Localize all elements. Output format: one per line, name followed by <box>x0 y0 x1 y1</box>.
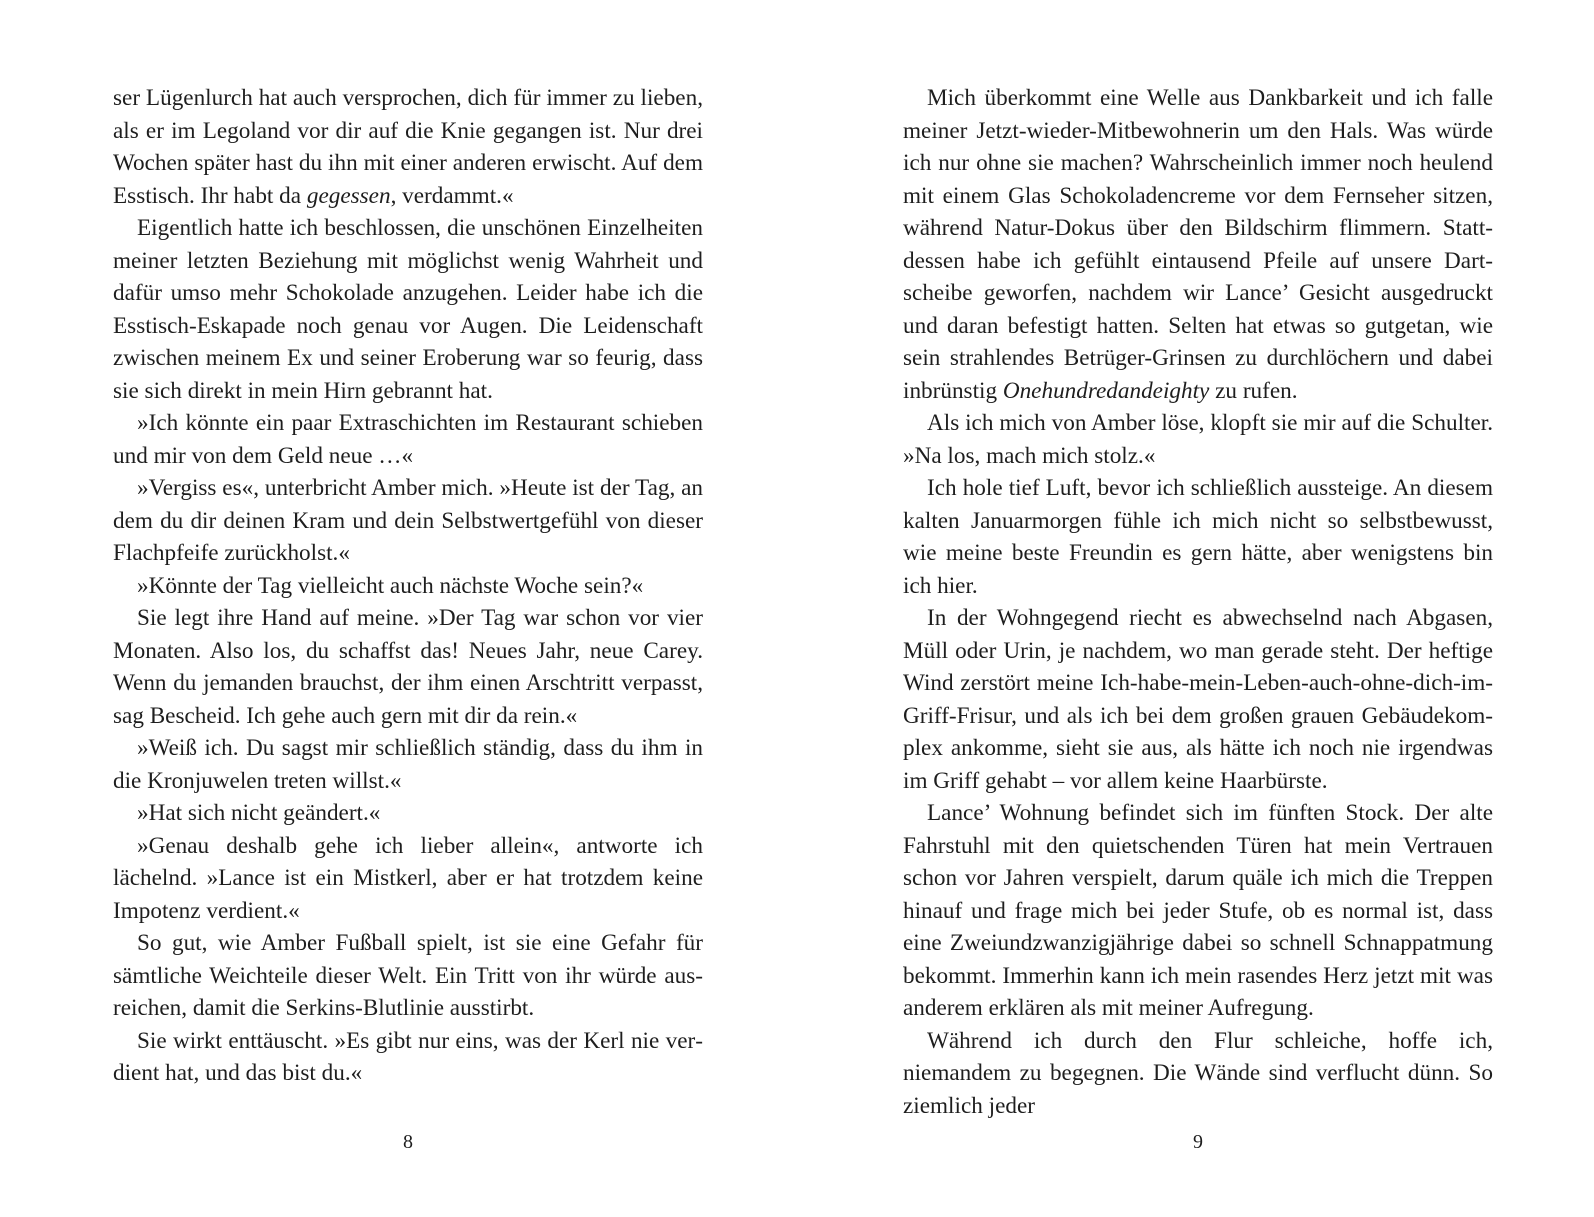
left-paragraph-8: »Hat sich nicht geändert.« <box>137 800 381 826</box>
right-paragraph-4: In der Wohngegend riecht es abwechselnd nach Abgasen, Müll oder Urin, je nachdem, wo man gerade steht. Der heftige Wind zerstört meine Ich-habe-mein-Leben-auch-ohne-dich-im-Griff-Frisur, und als ich bei dem großen grauen Gebäudekomplex ankomme, sieht sie aus, als hätte ich noch nie irgendwas im Griff gehabt – vor allem keine Haarbürste. <box>903 605 1493 794</box>
left-paragraph-1: ser Lügenlurch hat auch versprochen, dich für immer zu lieben, als er im Legoland vor dir auf die Knie gegangen ist. Nur drei Wochen später hast du ihn mit einer anderen erwischt. Auf dem Esstisch. Ihr habt da gegessen, verdammt.« <box>113 85 703 209</box>
left-paragraph-5: »Könnte der Tag vielleicht auch nächste Woche sein?« <box>137 572 644 599</box>
right-paragraph-3: Ich hole tief Luft, bevor ich schließlich aussteige. An diesem kalten Januarmorgen fühle ich mich nicht so selbstbewusst, wie meine beste Freundin es gern hätte, aber wenigstens bin ich hier. <box>903 475 1493 599</box>
right-paragraph-5: Lance’ Wohnung befindet sich im fünften Stock. Der alte Fahrstuhl mit den quietschenden Türen hat mein Vertrauen schon vor Jahren verspielt, darum quäle ich mich die Treppen hinauf und frage mich bei jeder Stufe, ob es normal ist, dass eine Zweiundzwanzigjährige dabei so schnell Schnappatmung bekommt. Immerhin kann ich mein rasendes Herz jetzt mit was anderem erklären als mit meiner Aufregung. <box>903 800 1493 1021</box>
left-paragraph-4: »Vergiss es«, unterbricht Amber mich. »Heute ist der Tag, an dem du dir deinen Kram und dein Selbstwertgefühl von dieser Flachpfeife zurückholst.« <box>113 475 703 566</box>
left-paragraph-7: »Weiß ich. Du sagst mir schließlich ständig, dass du ihm in die Kronjuwelen treten willst.« <box>113 735 703 794</box>
left-paragraph-6: Sie legt ihre Hand auf meine. »Der Tag war schon vor vier Monaten. Also los, du schaffst das! Neues Jahr, neue Carey. Wenn du jemanden brauchst, der ihm einen Arschtritt verpasst, sag Bescheid. Ich gehe auch gern mit dir da rein.« <box>113 605 703 729</box>
right-paragraph-1-emphasis: Onehundredandeighty <box>1002 377 1210 404</box>
page-number-right: 9 <box>1193 1131 1203 1153</box>
left-paragraph-10: So gut, wie Amber Fußball spielt, ist sie eine Gefahr für sämtliche Weichteile dieser Welt. Ein Tritt von ihr würde ausreichen, damit die Serkins-Blutlinie ausstirbt. <box>113 930 703 1021</box>
right-paragraph-2: Als ich mich von Amber löse, klopft sie mir auf die Schulter. »Na los, mach mich stolz.« <box>903 410 1493 469</box>
left-page <box>113 82 703 1086</box>
left-paragraph-11: Sie wirkt enttäuscht. »Es gibt nur eins, was der Kerl nie verdient hat, und das bist du.« <box>113 1027 703 1086</box>
left-paragraph-3: »Ich könnte ein paar Extraschichten im Restaurant schieben und mir von dem Geld neue …« <box>113 410 703 469</box>
left-paragraph-1-emphasis: gegessen <box>306 182 391 209</box>
right-paragraph-1: Mich überkommt eine Welle aus Dankbarkeit und ich falle meiner Jetzt-wieder-Mitbewohnerin um den Hals. Was würde ich nur ohne sie machen? Wahrscheinlich immer noch heulend mit einem Glas Schokoladencreme vor dem Fernseher sitzen, während Natur-Dokus über den Bildschirm flimmern. Stattdessen habe ich gefühlt eintausend Pfeile auf unsere Dartscheibe geworfen, nachdem wir Lance’ Gesicht ausgedruckt und daran befestigt hatten. Selten hat etwas so gutgetan, wie sein strahlendes Betrüger-Grinsen zu durchlöchern und dabei inbrünstig Onehundredandeighty zu rufen. <box>903 85 1493 404</box>
left-paragraph-2: Eigentlich hatte ich beschlossen, die unschönen Einzelheiten meiner letzten Beziehung mit möglichst wenig Wahrheit und dafür umso mehr Schokolade anzugehen. Leider habe ich die Esstisch-Eskapade noch genau vor Augen. Die Leidenschaft zwischen meinem Ex und seiner Eroberung war so feurig, dass sie sich direkt in mein Hirn gebrannt hat. <box>113 215 703 404</box>
left-paragraph-9: »Genau deshalb gehe ich lieber allein«, antworte ich lächelnd. »Lance ist ein Mistkerl, aber er hat trotzdem keine Impotenz verdient.« <box>113 832 703 924</box>
right-paragraph-6: Während ich durch den Flur schleiche, hoffe ich, niemandem zu begegnen. Die Wände sind verflucht dünn. So ziemlich jeder <box>903 1027 1493 1119</box>
page-number-left: 8 <box>403 1131 413 1153</box>
right-page <box>903 82 1493 1119</box>
